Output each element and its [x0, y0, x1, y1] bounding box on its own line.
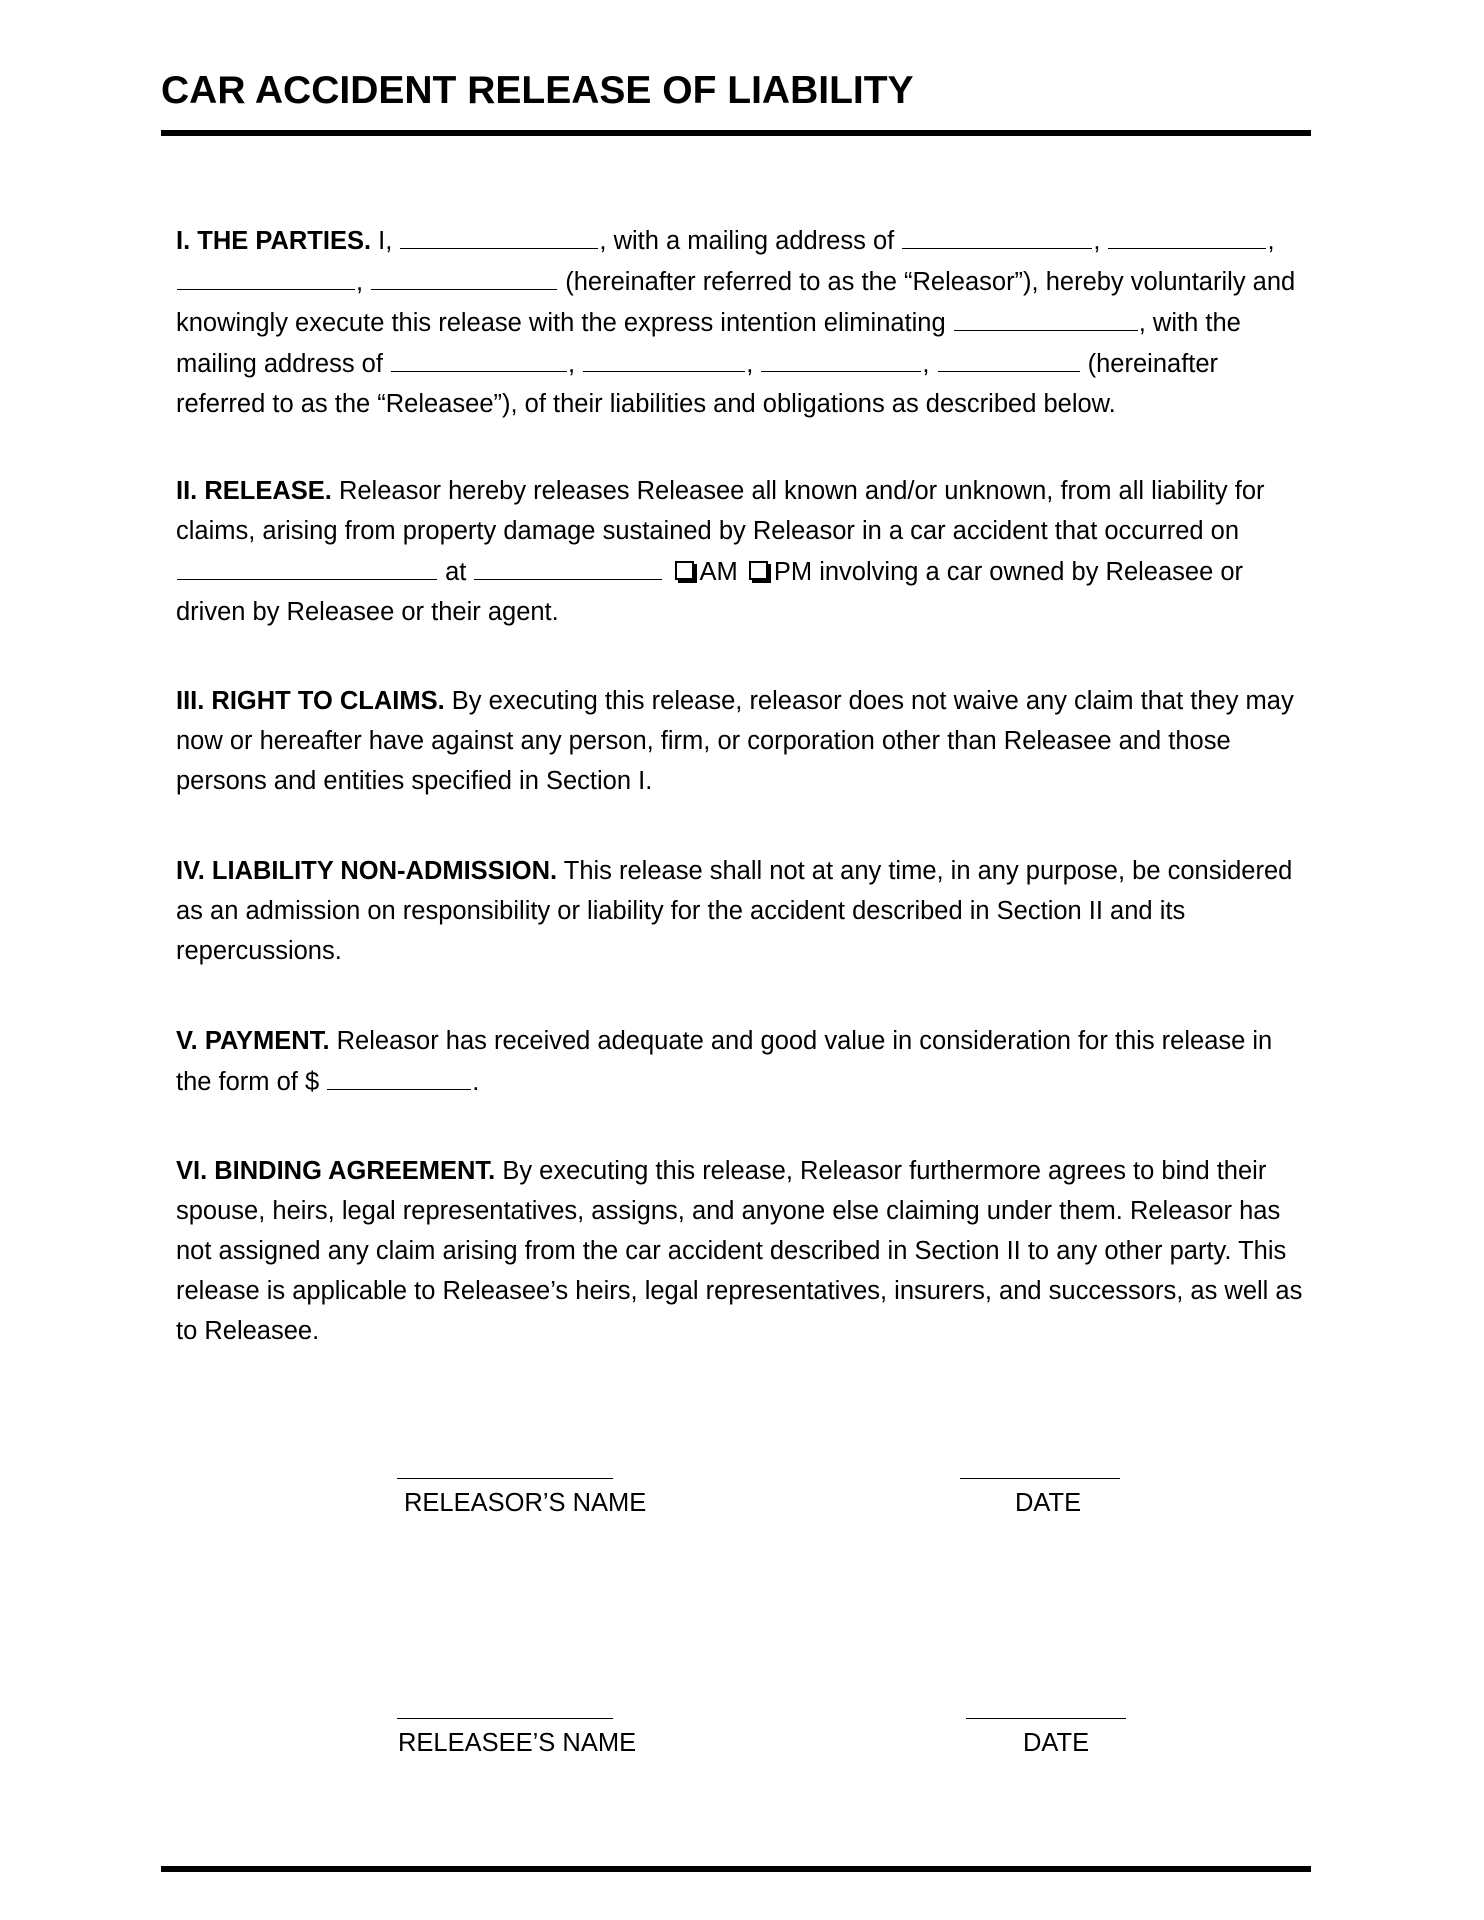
accident-time-blank[interactable] [474, 551, 662, 580]
section-parties: I. THE PARTIES. I, , with a mailing address of , , , (hereinafter referred to as the “Releasor”), hereby voluntarily and knowingly execute this release with the express intention eliminating , with the mailing address of , , , (hereinafter referred to as the “Releasee”), of their liabilities and obligations as described below. [176, 220, 1312, 424]
releasor-name-label: RELEASOR’S NAME [404, 1489, 647, 1517]
releasor-zip-blank[interactable] [371, 261, 557, 290]
releasee-zip-blank[interactable] [938, 343, 1080, 372]
releasee-state-blank[interactable] [761, 343, 921, 372]
accident-date-blank[interactable] [177, 551, 437, 580]
releasor-name-blank[interactable] [400, 220, 598, 249]
footer-divider [161, 1866, 1311, 1872]
releasee-city-blank[interactable] [583, 343, 745, 372]
section-heading: V. PAYMENT. [176, 1027, 330, 1055]
title-divider [161, 130, 1311, 136]
section-heading: III. RIGHT TO CLAIMS. [176, 687, 445, 715]
releasee-name-label: RELEASEE’S NAME [398, 1729, 637, 1757]
section-heading: VI. BINDING AGREEMENT. [176, 1157, 496, 1185]
section-release: II. RELEASE. Releasor hereby releases Releasee all known and/or unknown, from all liability for claims, arising from property damage sustained by Releasor in a car accident that occurred on at AM PM involving a car owned by Releasee or driven by Releasee or their agent. [176, 477, 1265, 626]
section-payment: V. PAYMENT. Releasor has received adequate and good value in consideration for this release in the form of $ . [176, 1027, 1273, 1096]
releasee-date-label: DATE [1023, 1729, 1090, 1757]
payment-amount-blank[interactable] [327, 1061, 471, 1090]
document-title: CAR ACCIDENT RELEASE OF LIABILITY [161, 69, 914, 112]
releasee-date-line[interactable] [966, 1718, 1126, 1719]
section-right-to-claims: III. RIGHT TO CLAIMS. By executing this release, releasor does not waive any claim that they may now or hereafter have against any person, firm, or corporation other than Releasee and those persons and entities specified in Section I. [176, 687, 1294, 795]
section-heading: II. RELEASE. [176, 477, 332, 505]
releasee-street-blank[interactable] [391, 343, 567, 372]
pm-checkbox[interactable] [749, 561, 768, 580]
section-heading: I. THE PARTIES. [176, 227, 372, 255]
releasor-date-line[interactable] [960, 1478, 1120, 1479]
releasor-date-label: DATE [1015, 1489, 1082, 1517]
section-binding-agreement: VI. BINDING AGREEMENT. By executing this release, Releasor furthermore agrees to bind their spouse, heirs, legal representatives, assigns, and anyone else claiming under them. Releasor has not assigned any claim arising from the car accident described in Section II to any other party. This release is applicable to Releasee’s heirs, legal representatives, insurers, and successors, as well as to Releasee. [176, 1157, 1303, 1345]
releasor-state-blank[interactable] [177, 261, 355, 290]
releasor-signature-line[interactable] [397, 1478, 613, 1479]
releasor-city-blank[interactable] [1108, 220, 1266, 249]
am-checkbox[interactable] [675, 561, 694, 580]
section-non-admission: IV. LIABILITY NON-ADMISSION. This release shall not at any time, in any purpose, be considered as an admission on responsibility or liability for the accident described in Section II and its repercussions. [176, 857, 1293, 965]
releasee-name-blank[interactable] [954, 302, 1138, 331]
section-heading: IV. LIABILITY NON-ADMISSION. [176, 857, 558, 885]
releasee-signature-line[interactable] [397, 1718, 613, 1719]
releasor-street-blank[interactable] [902, 220, 1092, 249]
